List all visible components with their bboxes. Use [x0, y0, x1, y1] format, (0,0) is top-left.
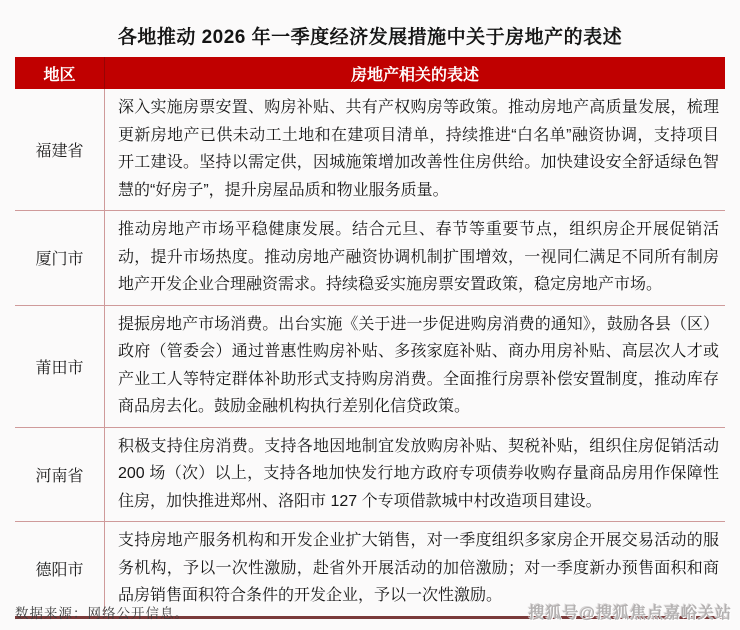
region-label: 河南省 [15, 428, 105, 522]
table-row [15, 89, 725, 210]
region-label: 福建省 [15, 89, 105, 210]
statement-text: 支持房地产服务机构和开发企业扩大销售，对一季度组织多家房企开展交易活动的服务机构，予以一次性激励，赴省外开展活动的加倍激励；对一季度新办预售面积和商品房销售面积符合条件的开发企业，予以一次性激励。 [118, 532, 719, 604]
statement-text: 深入实施房票安置、购房补贴、共有产权购房等政策。推动房地产高质量发展，梳理更新房地产已供未动工土地和在建项目清单，持续推进“白名单”融资协调，支持项目开工建设。坚持以需定供，因城施策增加改善性住房供给。加快建设安全舒适绿色智慧的“好房子”，提升房屋品质和物业服务质量。 [118, 99, 719, 199]
statement-text: 推动房地产市场平稳健康发展。结合元旦、春节等重要节点，组织房企开展促销活动，提升市场热度。推动房地产融资协调机制扩围增效，一视同仁满足不同所有制房地产开发企业合理融资需求。持续稳妥实施房票安置政策，稳定房地产市场。 [118, 221, 719, 293]
data-source-note: 数据来源：网络公开信息。 [15, 606, 189, 621]
header-cell-statement: 房地产相关的表述 [350, 66, 479, 84]
page-title: 各地推动 2026 年一季度经济发展措施中关于房地产的表述 [117, 27, 623, 48]
statement-text: 提振房地产市场消费。出台实施《关于进一步促进购房消费的通知》，鼓励各县（区）政府（管委会）通过普惠性购房补贴、多孩家庭补贴、商办用房补贴、高层次人才或产业工人等特定群体补助形式支持购房消费。全面推行房票补偿安置制度，推动库存商品房去化。鼓励金融机构执行差别化信贷政策。 [118, 315, 719, 415]
policy-table [15, 57, 725, 619]
region-label: 德阳市 [15, 522, 105, 616]
region-label: 厦门市 [15, 211, 105, 305]
region-label: 莆田市 [15, 306, 105, 427]
statement-text: 积极支持住房消费。支持各地因地制宜发放购房补贴、契税补贴，组织住房促销活动 200 场（次）以上，支持各地加快发行地方政府专项债券收购存量商品房用作保障性住房，加快推进郑州、洛阳市 127 个专项借款城中村改造项目建设。 [118, 437, 719, 510]
table-row [15, 305, 725, 427]
table-row [15, 210, 725, 305]
table-row [15, 427, 725, 522]
table-header-row [15, 57, 725, 89]
header-cell-region: 地区 [15, 57, 105, 89]
sohu-account-watermark: 搜狐号@搜狐焦点嘉峪关站 [528, 605, 732, 622]
